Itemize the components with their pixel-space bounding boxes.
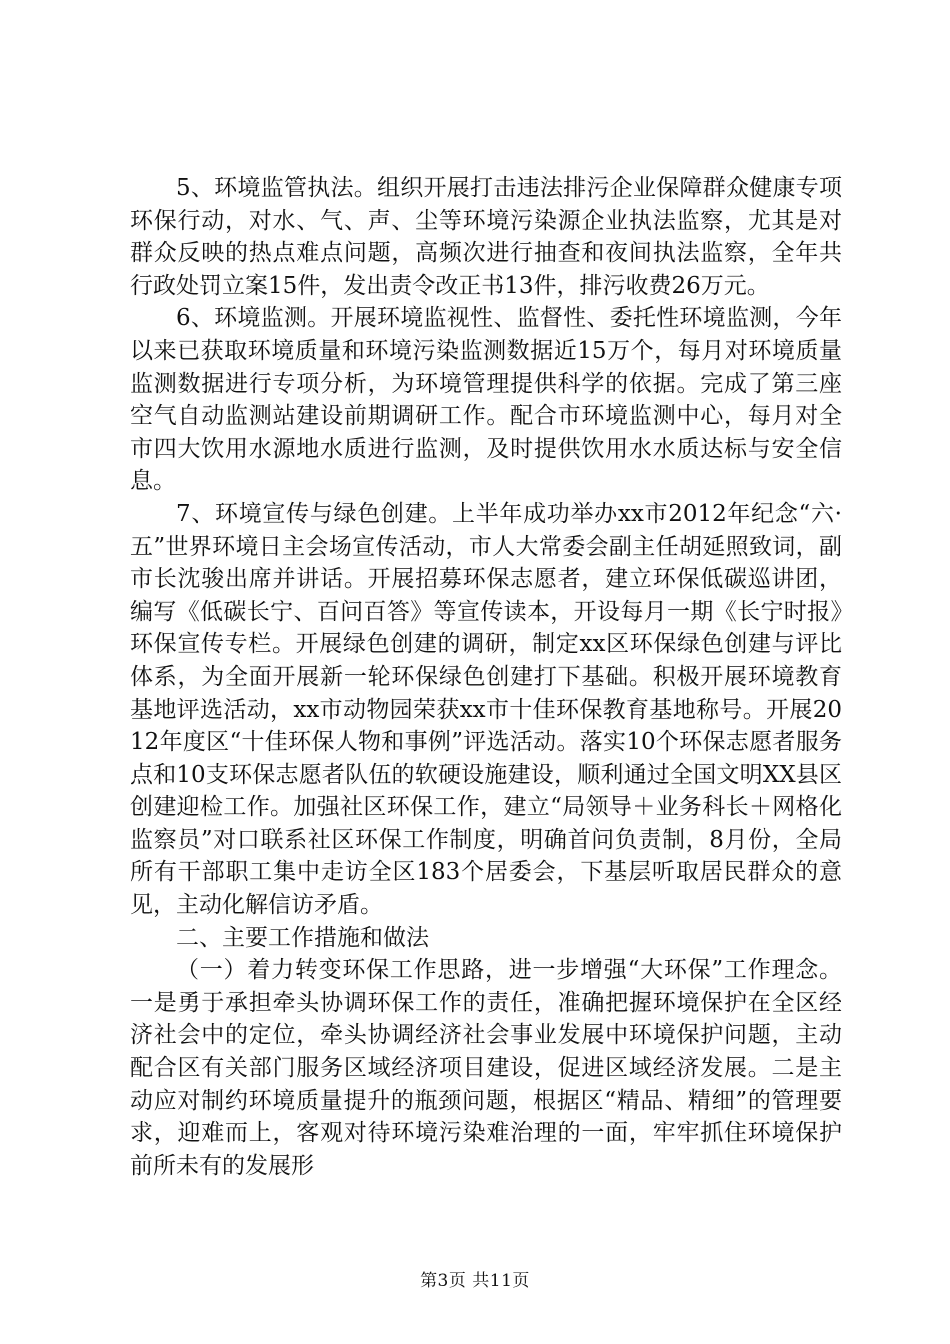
page-number-footer: 第3页 共11页 (420, 1271, 530, 1291)
paragraph-publicity-green-creation: 7、环境宣传与绿色创建。上半年成功举办xx市2012年纪念“六·五”世界环境日主会场宣传活动，市人大常委会副主任胡延照致词，副市长沈骏出席并讲话。开展招募环保志愿者，建立环保低碳巡讲团，编写《低碳长宁、百问百答》等宣传读本，开设每月一期《长宁时报》环保宣传专栏。开展绿色创建的调研，制定xx区环保绿色创建与评比体系，为全面开展新一轮环保绿色创建打下基础。积极开展环境教育基地评选活动，xx市动物园荣获xx市十佳环保教育基地称号。开展2012年度区“十佳环保人物和事例”评选活动。落实10个环保志愿者服务点和10支环保志愿者队伍的软硬设施建设，顺利通过全国文明XX县区创建迎检工作。加强社区环保工作，建立“局领导＋业务科长＋网格化监察员”对口联系社区环保工作制度，明确首问负责制，8月份，全局所有干部职工集中走访全区183个居委会，下基层听取居民群众的意见，主动化解信访矛盾。 (130, 500, 842, 919)
paragraph-work-measures: （一）着力转变环保工作思路，进一步增强“大环保”工作理念。一是勇于承担牵头协调环保工作的责任，准确把握环境保护在全区经济社会中的定位，牵头协调经济社会事业发展中环境保护问题，主动配合区有关部门服务区域经济项目建设，促进区域经济发展。二是主动应对制约环境质量提升的瓶颈问题，根据区“精品、精细”的管理要求，迎难而上，客观对待环境污染难治理的一面，牢牢抓住环境保护前所未有的发展形 (130, 957, 842, 1179)
section-heading: 二、主要工作措施和做法 (176, 924, 429, 951)
paragraph-environmental-monitoring: 6、环境监测。开展环境监视性、监督性、委托性环境监测，今年以来已获取环境质量和环境污染监测数据近15万个，每月对环境质量监测数据进行专项分析，为环境管理提供科学的依据。完成了第三座空气自动监测站建设前期调研工作。配合市环境监测中心，每月对全市四大饮用水源地水质进行监测，及时提供饮用水水质达标与安全信息。 (130, 305, 842, 495)
document-body (130, 172, 842, 1182)
paragraph-environmental-enforcement: 5、环境监管执法。组织开展打击违法排污企业保障群众健康专项环保行动，对水、气、声、尘等环境污染源企业执法监察，尤其是对群众反映的热点难点问题，高频次进行抽查和夜间执法监察，全年共行政处罚立案15件，发出责令改正书13件，排污收费26万元。 (130, 175, 842, 299)
